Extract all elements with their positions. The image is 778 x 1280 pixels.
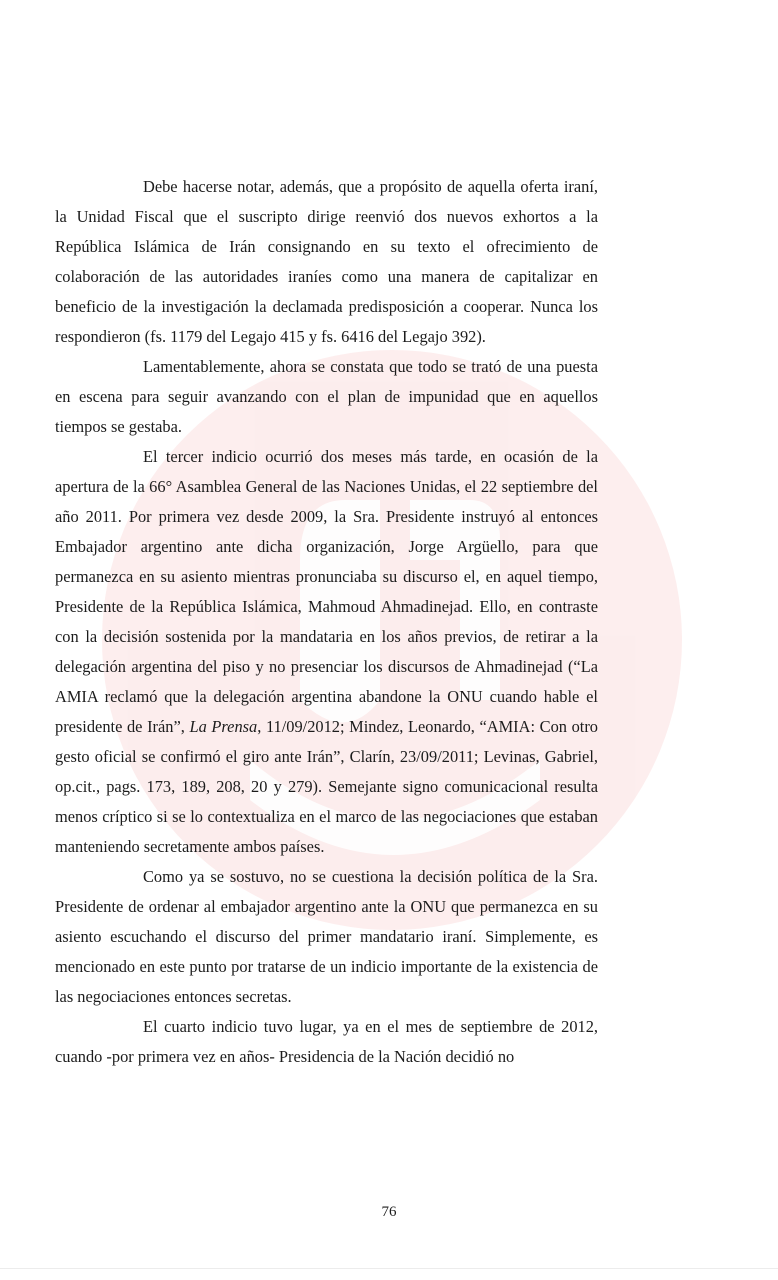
text-run: Debe hacerse notar, además, que a propósito de aquella oferta iraní, la Unidad Fiscal que el suscripto dirige reenvió dos nuevos exhortos a la República Islámica de Irán consignando en su texto el ofrecimiento de colaboración de las autoridades iraníes como una manera de capitalizar en beneficio de la investigación la declamada predisposición a cooperar. Nunca los respondieron (fs. 1179 del Legajo 415 y fs. 6416 del Legajo 392). — [55, 177, 598, 346]
scan-edge-line — [0, 1268, 778, 1269]
paragraph — [55, 442, 598, 862]
paragraph — [55, 352, 598, 442]
body-text — [55, 172, 598, 1072]
text-run: , 11/09/2012; Mindez, Leonardo, “AMIA: Con otro gesto oficial se confirmó el giro ante Irán”, Clarín, 23/09/2011; Levinas, Gabriel, op.cit., pags. 173, 189, 208, 20 y 279). Semejante signo comunicacional resulta menos críptico si se lo contextualiza en el marco de las negociaciones que estaban manteniendo secretamente ambos países. — [55, 717, 598, 856]
paragraph — [55, 862, 598, 1012]
text-run: El cuarto indicio tuvo lugar, ya en el mes de septiembre de 2012, cuando -por primera vez en años- Presidencia de la Nación decidió no — [55, 1017, 598, 1066]
paragraph — [55, 172, 598, 352]
text-run: El tercer indicio ocurrió dos meses más tarde, en ocasión de la apertura de la 66° Asamblea General de las Naciones Unidas, el 22 septiembre del año 2011. Por primera vez desde 2009, la Sra. Presidente instruyó al entonces Embajador argentino ante dicha organización, Jorge Argüello, para que permanezca en su asiento mientras pronunciaba su discurso el, en aquel tiempo, Presidente de la República Islámica, Mahmoud Ahmadinejad. Ello, en contraste con la decisión sostenida por la mandataria en los años previos, de retirar a la delegación argentina del piso y no presenciar los discursos de Ahmadinejad (“La AMIA reclamó que la delegación argentina abandone la ONU cuando hable el presidente de Irán”, — [55, 447, 598, 736]
italic-text: La Prensa — [189, 717, 258, 736]
text-run: Lamentablemente, ahora se constata que todo se trató de una puesta en escena para seguir avanzando con el plan de impunidad que en aquellos tiempos se gestaba. — [55, 357, 598, 436]
text-run: Como ya se sostuvo, no se cuestiona la decisión política de la Sra. Presidente de ordenar al embajador argentino ante la ONU que permanezca en su asiento escuchando el discurso del primer mandatario iraní. Simplemente, es mencionado en este punto por tratarse de un indicio importante de la existencia de las negociaciones entonces secretas. — [55, 867, 598, 1006]
page-number: 76 — [381, 1204, 397, 1220]
paragraph — [55, 1012, 598, 1072]
